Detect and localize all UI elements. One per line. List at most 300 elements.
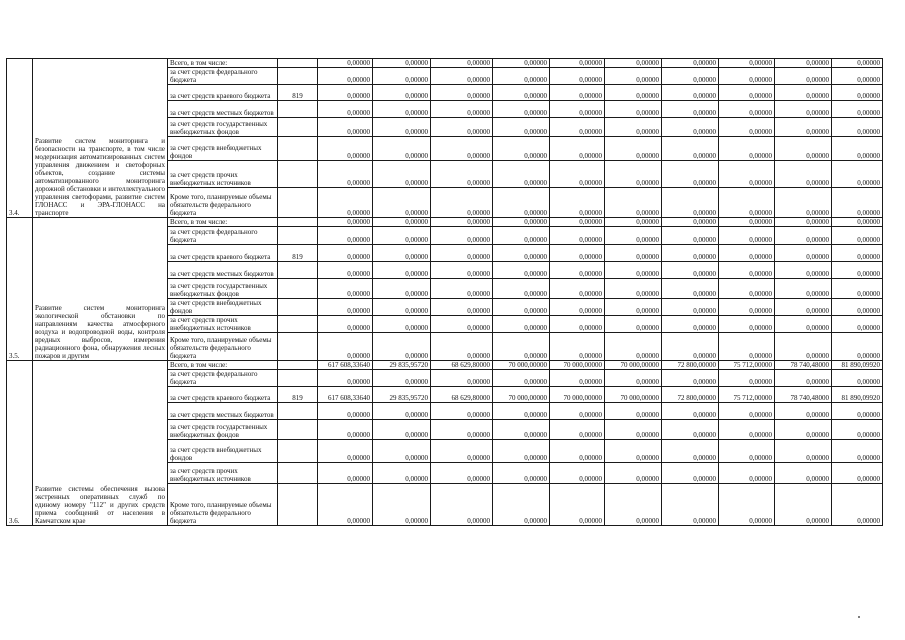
amount-cell: 0,00000 [318, 227, 373, 245]
amount-cell: 0,00000 [605, 188, 662, 218]
amount-cell: 0,00000 [605, 218, 662, 227]
amount-cell: 0,00000 [719, 85, 775, 101]
amount-cell: 0,00000 [832, 333, 883, 361]
amount-cell: 0,00000 [318, 218, 373, 227]
amount-cell: 0,00000 [431, 420, 493, 440]
amount-cell: 0,00000 [550, 118, 605, 137]
amount-cell: 0,00000 [318, 370, 373, 387]
amount-cell: 0,00000 [318, 188, 373, 218]
amount-cell: 81 890,09920 [832, 361, 883, 370]
amount-cell: 72 800,00000 [662, 387, 719, 403]
section-title: Развитие системы обеспечения вызова экстренных оперативных служб по единому номеру "112" и других средств приема сообщений от населения в Камчатском крае [33, 361, 168, 526]
amount-cell: 0,00000 [318, 463, 373, 484]
amount-cell: 0,00000 [832, 245, 883, 262]
funding-source: за счет средств прочих внебюджетных источников [168, 316, 278, 333]
amount-cell: 0,00000 [662, 68, 719, 85]
funding-source: за счет средств местных бюджетов [168, 262, 278, 279]
funding-source: Кроме того, планируемые объемы обязательств федерального бюджета [168, 484, 278, 526]
amount-cell: 0,00000 [550, 484, 605, 526]
amount-cell: 0,00000 [493, 227, 550, 245]
funding-source: Всего, в том числе: [168, 361, 278, 370]
amount-cell: 0,00000 [775, 279, 832, 299]
amount-cell: 0,00000 [318, 137, 373, 161]
amount-cell: 0,00000 [493, 440, 550, 463]
amount-cell: 0,00000 [550, 188, 605, 218]
amount-cell: 0,00000 [832, 403, 883, 420]
amount-cell: 0,00000 [373, 370, 431, 387]
budget-code [278, 484, 318, 526]
amount-cell: 0,00000 [493, 85, 550, 101]
budget-code [278, 463, 318, 484]
amount-cell: 0,00000 [832, 161, 883, 188]
amount-cell: 0,00000 [373, 118, 431, 137]
amount-cell: 70 000,00000 [605, 387, 662, 403]
amount-cell: 0,00000 [775, 484, 832, 526]
amount-cell: 0,00000 [775, 227, 832, 245]
amount-cell: 0,00000 [493, 403, 550, 420]
funding-source: за счет средств краевого бюджета [168, 85, 278, 101]
amount-cell: 0,00000 [605, 137, 662, 161]
table-row [7, 218, 883, 227]
amount-cell: 0,00000 [662, 218, 719, 227]
amount-cell: 0,00000 [605, 59, 662, 68]
amount-cell: 0,00000 [605, 440, 662, 463]
amount-cell: 0,00000 [719, 279, 775, 299]
amount-cell: 0,00000 [318, 118, 373, 137]
amount-cell: 0,00000 [605, 227, 662, 245]
amount-cell: 0,00000 [431, 299, 493, 316]
amount-cell: 0,00000 [550, 316, 605, 333]
amount-cell: 0,00000 [662, 316, 719, 333]
amount-cell: 68 629,80000 [431, 361, 493, 370]
amount-cell: 0,00000 [775, 316, 832, 333]
amount-cell: 0,00000 [719, 262, 775, 279]
amount-cell: 0,00000 [775, 188, 832, 218]
amount-cell: 0,00000 [605, 279, 662, 299]
budget-code [278, 59, 318, 68]
amount-cell: 0,00000 [662, 188, 719, 218]
budget-code [278, 403, 318, 420]
amount-cell: 0,00000 [373, 262, 431, 279]
section-title: Развитие систем мониторинга и безопасности на транспорте, в том числе модернизация автоматизированных систем управления движением и светофорных объектов, создание системы автоматизированного мониторинга дорожной обстановки и интеллектуального управления светофорами, развитие систем ГЛОНАСС и ЭРА-ГЛОНАСС на транспорте [33, 59, 168, 218]
funding-source: за счет средств федерального бюджета [168, 227, 278, 245]
amount-cell: 0,00000 [605, 403, 662, 420]
funding-source: за счет средств государственных внебюджетных фондов [168, 279, 278, 299]
amount-cell: 0,00000 [318, 59, 373, 68]
amount-cell: 0,00000 [493, 218, 550, 227]
amount-cell: 0,00000 [662, 245, 719, 262]
amount-cell: 0,00000 [493, 137, 550, 161]
amount-cell: 0,00000 [493, 68, 550, 85]
amount-cell: 0,00000 [832, 118, 883, 137]
budget-code [278, 420, 318, 440]
amount-cell: 70 000,00000 [605, 361, 662, 370]
amount-cell: 0,00000 [318, 245, 373, 262]
amount-cell: 0,00000 [662, 85, 719, 101]
amount-cell: 0,00000 [605, 262, 662, 279]
amount-cell: 0,00000 [605, 85, 662, 101]
amount-cell: 0,00000 [832, 370, 883, 387]
amount-cell: 0,00000 [431, 137, 493, 161]
budget-code [278, 361, 318, 370]
amount-cell: 0,00000 [605, 370, 662, 387]
amount-cell: 0,00000 [605, 118, 662, 137]
amount-cell: 0,00000 [318, 299, 373, 316]
amount-cell: 68 629,80000 [431, 387, 493, 403]
amount-cell: 75 712,00000 [719, 361, 775, 370]
amount-cell: 0,00000 [832, 59, 883, 68]
section-number: 3.6. [7, 361, 33, 526]
amount-cell: 0,00000 [719, 440, 775, 463]
funding-table [6, 58, 883, 526]
amount-cell: 0,00000 [832, 463, 883, 484]
amount-cell: 617 608,33640 [318, 387, 373, 403]
amount-cell: 0,00000 [719, 484, 775, 526]
section-number: 3.4. [7, 59, 33, 218]
amount-cell: 0,00000 [662, 440, 719, 463]
amount-cell: 0,00000 [431, 118, 493, 137]
amount-cell: 0,00000 [832, 101, 883, 118]
amount-cell: 0,00000 [431, 218, 493, 227]
amount-cell: 0,00000 [431, 59, 493, 68]
amount-cell: 0,00000 [719, 101, 775, 118]
amount-cell: 0,00000 [662, 161, 719, 188]
amount-cell: 0,00000 [493, 279, 550, 299]
amount-cell: 0,00000 [431, 370, 493, 387]
amount-cell: 0,00000 [719, 118, 775, 137]
amount-cell: 70 000,00000 [493, 361, 550, 370]
budget-code [278, 440, 318, 463]
funding-source: за счет средств прочих внебюджетных источников [168, 463, 278, 484]
amount-cell: 0,00000 [373, 68, 431, 85]
amount-cell: 0,00000 [832, 137, 883, 161]
amount-cell: 0,00000 [662, 299, 719, 316]
budget-code [278, 227, 318, 245]
amount-cell: 0,00000 [373, 440, 431, 463]
amount-cell: 0,00000 [605, 161, 662, 188]
amount-cell: 0,00000 [605, 245, 662, 262]
amount-cell: 0,00000 [373, 403, 431, 420]
amount-cell: 0,00000 [373, 218, 431, 227]
budget-code [278, 262, 318, 279]
amount-cell: 0,00000 [373, 161, 431, 188]
amount-cell: 0,00000 [832, 68, 883, 85]
budget-code: 819 [278, 387, 318, 403]
amount-cell: 0,00000 [775, 218, 832, 227]
budget-code [278, 218, 318, 227]
budget-code: 819 [278, 245, 318, 262]
amount-cell: 0,00000 [373, 279, 431, 299]
amount-cell: 0,00000 [775, 333, 832, 361]
amount-cell: 0,00000 [775, 59, 832, 68]
amount-cell: 0,00000 [719, 59, 775, 68]
amount-cell: 0,00000 [550, 101, 605, 118]
funding-source: за счет средств прочих внебюджетных источников [168, 161, 278, 188]
amount-cell: 0,00000 [832, 420, 883, 440]
amount-cell: 0,00000 [662, 101, 719, 118]
amount-cell: 0,00000 [832, 484, 883, 526]
amount-cell: 0,00000 [493, 101, 550, 118]
amount-cell: 0,00000 [605, 68, 662, 85]
amount-cell: 0,00000 [662, 403, 719, 420]
amount-cell: 70 000,00000 [493, 387, 550, 403]
amount-cell: 75 712,00000 [719, 387, 775, 403]
amount-cell: 0,00000 [719, 463, 775, 484]
amount-cell: 0,00000 [318, 484, 373, 526]
amount-cell: 0,00000 [775, 403, 832, 420]
amount-cell: 0,00000 [662, 484, 719, 526]
amount-cell: 0,00000 [605, 420, 662, 440]
amount-cell: 0,00000 [431, 85, 493, 101]
funding-source: Всего, в том числе: [168, 218, 278, 227]
amount-cell: 0,00000 [493, 370, 550, 387]
amount-cell: 0,00000 [775, 245, 832, 262]
amount-cell: 0,00000 [431, 227, 493, 245]
budget-code [278, 101, 318, 118]
amount-cell: 0,00000 [431, 463, 493, 484]
funding-source: за счет средств внебюджетных фондов [168, 299, 278, 316]
amount-cell: 0,00000 [493, 463, 550, 484]
funding-source: за счет средств федерального бюджета [168, 68, 278, 85]
amount-cell: 0,00000 [373, 420, 431, 440]
amount-cell: 0,00000 [318, 262, 373, 279]
amount-cell: 0,00000 [662, 370, 719, 387]
amount-cell: 0,00000 [605, 484, 662, 526]
amount-cell: 0,00000 [318, 68, 373, 85]
amount-cell: 0,00000 [775, 262, 832, 279]
amount-cell: 0,00000 [431, 262, 493, 279]
budget-code [278, 118, 318, 137]
amount-cell: 0,00000 [775, 299, 832, 316]
amount-cell: 0,00000 [775, 420, 832, 440]
amount-cell: 0,00000 [550, 279, 605, 299]
amount-cell: 0,00000 [493, 161, 550, 188]
amount-cell: 0,00000 [775, 463, 832, 484]
amount-cell: 78 740,48000 [775, 387, 832, 403]
amount-cell: 0,00000 [775, 440, 832, 463]
amount-cell: 0,00000 [373, 333, 431, 361]
amount-cell: 0,00000 [550, 68, 605, 85]
amount-cell: 0,00000 [318, 420, 373, 440]
amount-cell: 0,00000 [719, 188, 775, 218]
amount-cell: 0,00000 [550, 262, 605, 279]
amount-cell: 0,00000 [719, 161, 775, 188]
amount-cell: 0,00000 [775, 161, 832, 188]
amount-cell: 0,00000 [832, 299, 883, 316]
amount-cell: 0,00000 [550, 370, 605, 387]
amount-cell: 0,00000 [719, 370, 775, 387]
section-number: 3.5. [7, 218, 33, 361]
amount-cell: 0,00000 [719, 227, 775, 245]
amount-cell: 0,00000 [662, 420, 719, 440]
funding-source: за счет средств государственных внебюджетных фондов [168, 118, 278, 137]
amount-cell: 0,00000 [605, 333, 662, 361]
budget-code [278, 161, 318, 188]
amount-cell: 0,00000 [662, 279, 719, 299]
amount-cell: 0,00000 [318, 403, 373, 420]
amount-cell: 0,00000 [550, 403, 605, 420]
funding-source: за счет средств краевого бюджета [168, 387, 278, 403]
amount-cell: 0,00000 [431, 333, 493, 361]
budget-code [278, 279, 318, 299]
amount-cell: 0,00000 [719, 299, 775, 316]
budget-code [278, 299, 318, 316]
budget-code [278, 370, 318, 387]
amount-cell: 0,00000 [373, 463, 431, 484]
amount-cell: 0,00000 [550, 85, 605, 101]
amount-cell: 0,00000 [719, 333, 775, 361]
amount-cell: 0,00000 [550, 161, 605, 188]
amount-cell: 0,00000 [832, 227, 883, 245]
amount-cell: 81 890,09920 [832, 387, 883, 403]
funding-source: за счет средств внебюджетных фондов [168, 137, 278, 161]
amount-cell: 0,00000 [832, 85, 883, 101]
amount-cell: 0,00000 [662, 137, 719, 161]
budget-code [278, 68, 318, 85]
funding-source: Кроме того, планируемые объемы обязательств федерального бюджета [168, 333, 278, 361]
amount-cell: 0,00000 [373, 245, 431, 262]
amount-cell: 0,00000 [605, 299, 662, 316]
amount-cell: 0,00000 [719, 137, 775, 161]
amount-cell: 0,00000 [550, 333, 605, 361]
amount-cell: 0,00000 [373, 227, 431, 245]
amount-cell: 0,00000 [373, 101, 431, 118]
amount-cell: 0,00000 [719, 218, 775, 227]
amount-cell: 0,00000 [550, 420, 605, 440]
amount-cell: 0,00000 [431, 245, 493, 262]
amount-cell: 0,00000 [318, 316, 373, 333]
amount-cell: 0,00000 [832, 279, 883, 299]
amount-cell: 0,00000 [431, 403, 493, 420]
amount-cell: 0,00000 [373, 137, 431, 161]
amount-cell: 0,00000 [373, 85, 431, 101]
amount-cell: 0,00000 [318, 440, 373, 463]
amount-cell: 0,00000 [493, 59, 550, 68]
amount-cell: 0,00000 [550, 463, 605, 484]
amount-cell: 0,00000 [662, 59, 719, 68]
amount-cell: 0,00000 [550, 440, 605, 463]
amount-cell: 0,00000 [662, 463, 719, 484]
amount-cell: 0,00000 [832, 316, 883, 333]
funding-source: за счет средств местных бюджетов [168, 101, 278, 118]
scan-speck [858, 616, 860, 618]
table-row [7, 361, 883, 370]
amount-cell: 0,00000 [550, 227, 605, 245]
amount-cell: 70 000,00000 [550, 361, 605, 370]
amount-cell: 0,00000 [550, 137, 605, 161]
amount-cell: 0,00000 [662, 333, 719, 361]
amount-cell: 0,00000 [832, 440, 883, 463]
amount-cell: 0,00000 [493, 484, 550, 526]
amount-cell: 0,00000 [605, 101, 662, 118]
funding-source: за счет средств краевого бюджета [168, 245, 278, 262]
amount-cell: 0,00000 [775, 137, 832, 161]
amount-cell: 0,00000 [493, 420, 550, 440]
amount-cell: 0,00000 [550, 218, 605, 227]
amount-cell: 0,00000 [605, 463, 662, 484]
amount-cell: 0,00000 [318, 279, 373, 299]
amount-cell: 0,00000 [719, 245, 775, 262]
budget-code [278, 188, 318, 218]
amount-cell: 0,00000 [775, 101, 832, 118]
amount-cell: 0,00000 [832, 188, 883, 218]
amount-cell: 0,00000 [373, 316, 431, 333]
amount-cell: 0,00000 [493, 316, 550, 333]
amount-cell: 0,00000 [493, 188, 550, 218]
amount-cell: 0,00000 [605, 316, 662, 333]
budget-code: 819 [278, 85, 318, 101]
table-body [7, 59, 883, 526]
amount-cell: 0,00000 [318, 333, 373, 361]
amount-cell: 0,00000 [775, 118, 832, 137]
amount-cell: 0,00000 [431, 101, 493, 118]
amount-cell: 0,00000 [832, 218, 883, 227]
budget-code [278, 333, 318, 361]
amount-cell: 0,00000 [550, 59, 605, 68]
amount-cell: 78 740,48000 [775, 361, 832, 370]
funding-source: за счет средств внебюджетных фондов [168, 440, 278, 463]
amount-cell: 70 000,00000 [550, 387, 605, 403]
amount-cell: 0,00000 [318, 161, 373, 188]
amount-cell: 0,00000 [431, 316, 493, 333]
amount-cell: 0,00000 [493, 245, 550, 262]
amount-cell: 0,00000 [719, 68, 775, 85]
amount-cell: 0,00000 [662, 262, 719, 279]
amount-cell: 0,00000 [493, 262, 550, 279]
amount-cell: 0,00000 [373, 188, 431, 218]
amount-cell: 0,00000 [431, 188, 493, 218]
amount-cell: 0,00000 [493, 333, 550, 361]
amount-cell: 0,00000 [550, 245, 605, 262]
funding-source: за счет средств местных бюджетов [168, 403, 278, 420]
budget-code [278, 316, 318, 333]
amount-cell: 0,00000 [775, 68, 832, 85]
amount-cell: 0,00000 [431, 484, 493, 526]
amount-cell: 0,00000 [373, 484, 431, 526]
amount-cell: 0,00000 [431, 68, 493, 85]
section-title: Развитие систем мониторинга экологической обстановки по направлениям качества атмосферного воздуха и водопроводной воды, контроля вредных выбросов, измерения радиационного фона, обнаружения лесных пожаров и другим [33, 218, 168, 361]
amount-cell: 29 835,95720 [373, 387, 431, 403]
amount-cell: 617 608,33640 [318, 361, 373, 370]
amount-cell: 0,00000 [431, 440, 493, 463]
amount-cell: 0,00000 [431, 161, 493, 188]
amount-cell: 0,00000 [318, 85, 373, 101]
amount-cell: 0,00000 [719, 403, 775, 420]
table-row [7, 59, 883, 68]
amount-cell: 0,00000 [832, 262, 883, 279]
funding-source: Всего, в том числе: [168, 59, 278, 68]
amount-cell: 0,00000 [775, 370, 832, 387]
funding-source: за счет средств государственных внебюджетных фондов [168, 420, 278, 440]
amount-cell: 0,00000 [662, 118, 719, 137]
amount-cell: 0,00000 [318, 101, 373, 118]
amount-cell: 0,00000 [373, 299, 431, 316]
amount-cell: 0,00000 [719, 420, 775, 440]
budget-code [278, 137, 318, 161]
amount-cell: 72 800,00000 [662, 361, 719, 370]
amount-cell: 0,00000 [493, 118, 550, 137]
funding-source: Кроме того, планируемые объемы обязательств федерального бюджета [168, 188, 278, 218]
funding-source: за счет средств федерального бюджета [168, 370, 278, 387]
amount-cell: 0,00000 [662, 227, 719, 245]
amount-cell: 0,00000 [431, 279, 493, 299]
amount-cell: 0,00000 [719, 316, 775, 333]
amount-cell: 0,00000 [775, 85, 832, 101]
amount-cell: 0,00000 [550, 299, 605, 316]
amount-cell: 0,00000 [493, 299, 550, 316]
amount-cell: 29 835,95720 [373, 361, 431, 370]
amount-cell: 0,00000 [373, 59, 431, 68]
